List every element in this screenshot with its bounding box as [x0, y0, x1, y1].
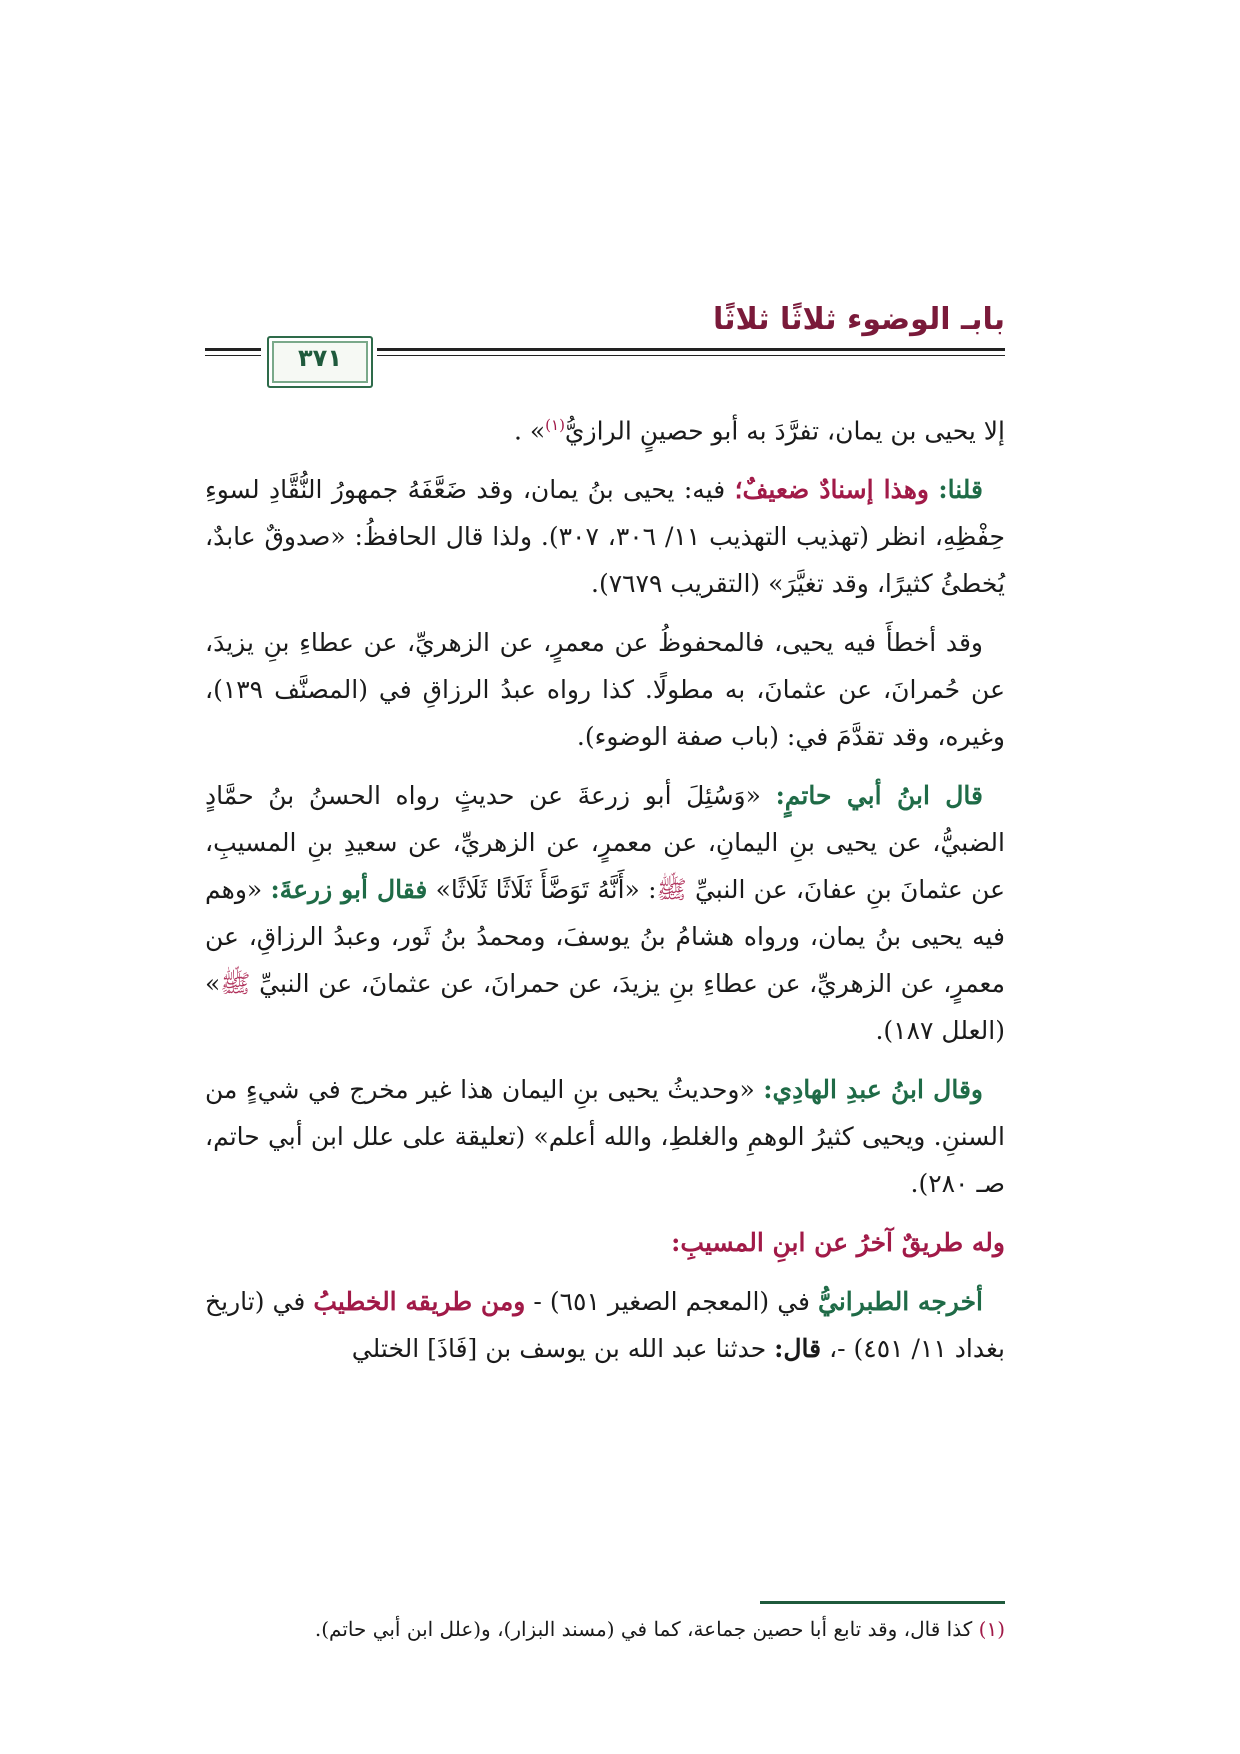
sub-heading: وله طريقٌ آخرُ عن ابنِ المسيبِ:: [671, 1228, 1005, 1258]
paragraph-3: [205, 619, 1005, 760]
page-number-badge: [267, 336, 373, 388]
p2-lead: قلنا:: [938, 475, 983, 505]
p2-text: فيه: يحيى بنُ يمان، وقد ضَعَّفَهُ جمهورُ النُّقَّادِ لسوءِ حِفْظِهِ، انظر (تهذيب التهذيب ١١/ ٣٠٦، ٣٠٧). ولذا قال الحافظُ: «صدوقٌ عابدٌ، يُخطئُ كثيرًا، وقد تغيَّرَ» (التقريب ٧٦٧٩).: [205, 475, 1005, 599]
paragraph-5: [205, 1066, 1005, 1207]
header-rule-left-thin: [205, 355, 261, 356]
paragraph-6: [205, 1278, 1005, 1372]
salawat-glyph-2: ﷺ: [220, 969, 251, 999]
footnote: [205, 1612, 1005, 1646]
p6-text1: في (المعجم الصغير ٦٥١) -: [533, 1287, 810, 1317]
p3-text: وقد أخطأَ فيه يحيى، فالمحفوظُ عن معمرٍ، عن الزهريِّ، عن عطاءِ بنِ يزيدَ، عن حُمرانَ، عن عثمانَ، به مطولًا. كذا رواه عبدُ الرزاقِ في (المصنَّف ١٣٩)، وغيره، وقد تقدَّمَ في: (باب صفة الوضوء).: [205, 628, 1005, 752]
p5-lead: وقال ابنُ عبدِ الهادِي:: [763, 1075, 983, 1105]
header-rule-right-thin: [377, 355, 1005, 356]
p2-highlight: وهذا إسنادٌ ضعيفٌ؛: [734, 475, 929, 505]
main-text: [205, 402, 1005, 1384]
p4-lead2: فقال أبو زرعةَ:: [270, 875, 428, 905]
p4-lead: قال ابنُ أبي حاتمٍ:: [775, 781, 983, 811]
paragraph-4: [205, 772, 1005, 1054]
footnote-marker: (١): [978, 1617, 1005, 1641]
p1-tail: » .: [513, 416, 546, 446]
footnote-text: كذا قال، وقد تابع أبا حصين جماعة، كما في (مسند البزار)، و(علل ابن أبي حاتم).: [314, 1617, 973, 1641]
p1-text: إلا يحيى بن يمان، تفرَّدَ به أبو حصينٍ الرازيُّ: [564, 416, 1005, 446]
page-number: ٣٧١: [298, 344, 342, 372]
header-rule-right: [377, 348, 1005, 351]
footnote-ref[interactable]: (١): [545, 416, 565, 434]
header-rule-left: [205, 348, 261, 351]
paragraph-2: [205, 466, 1005, 607]
p4-text1: «وَسُئِلَ أبو زرعةَ عن حديثٍ رواه الحسنُ بنُ حمَّادٍ الضبيُّ، عن يحيى بنِ اليمانِ، عن معمرٍ، عن الزهريِّ، عن سعيدِ بنِ المسيبِ، عن عثمانَ بنِ عفانَ، عن النبيِّ: [205, 781, 1006, 905]
page-header: [205, 300, 1005, 388]
p4-text3: » (العلل ١٨٧).: [205, 969, 1005, 1046]
p4-quote: : «أَنَّهُ تَوَضَّأَ ثَلَاثًا ثَلَاثًا»: [435, 875, 657, 905]
p4-text2: «وهم فيه يحيى بنُ يمان، ورواه هشامُ بنُ يوسفَ، ومحمدُ بنُ ثَور، وعبدُ الرزاقِ، عن معمرٍ، عن الزهريِّ، عن عطاءِ بنِ يزيدَ، عن حمرانَ، عن عثمانَ، عن النبيِّ: [205, 875, 1005, 999]
p6-lead: أخرجه الطبرانيُّ: [818, 1287, 983, 1317]
p5-text: «وحديثُ يحيى بنِ اليمان هذا غير مخرج في شيءٍ من السننِ. ويحيى كثيرُ الوهمِ والغلطِ، والله أعلم» (تعليقة على علل ابن أبي حاتم، صـ ٢٨٠).: [205, 1075, 1005, 1199]
paragraph-1: [205, 402, 1005, 454]
p6-lead3: قال:: [774, 1334, 822, 1364]
p6-lead2: ومن طريقه الخطيبُ: [313, 1287, 526, 1317]
footnote-separator: [760, 1601, 1005, 1604]
chapter-title: بابـ الوضوء ثلاثًا ثلاثًا: [712, 302, 1005, 337]
p6-text2: في (تاريخ بغداد ١١/ ٤٥١) -،: [205, 1287, 1005, 1364]
p6-text3: حدثنا عبد الله بن يوسف بن [فَاذَ] الختلي: [351, 1334, 767, 1364]
salawat-glyph: ﷺ: [656, 875, 687, 905]
